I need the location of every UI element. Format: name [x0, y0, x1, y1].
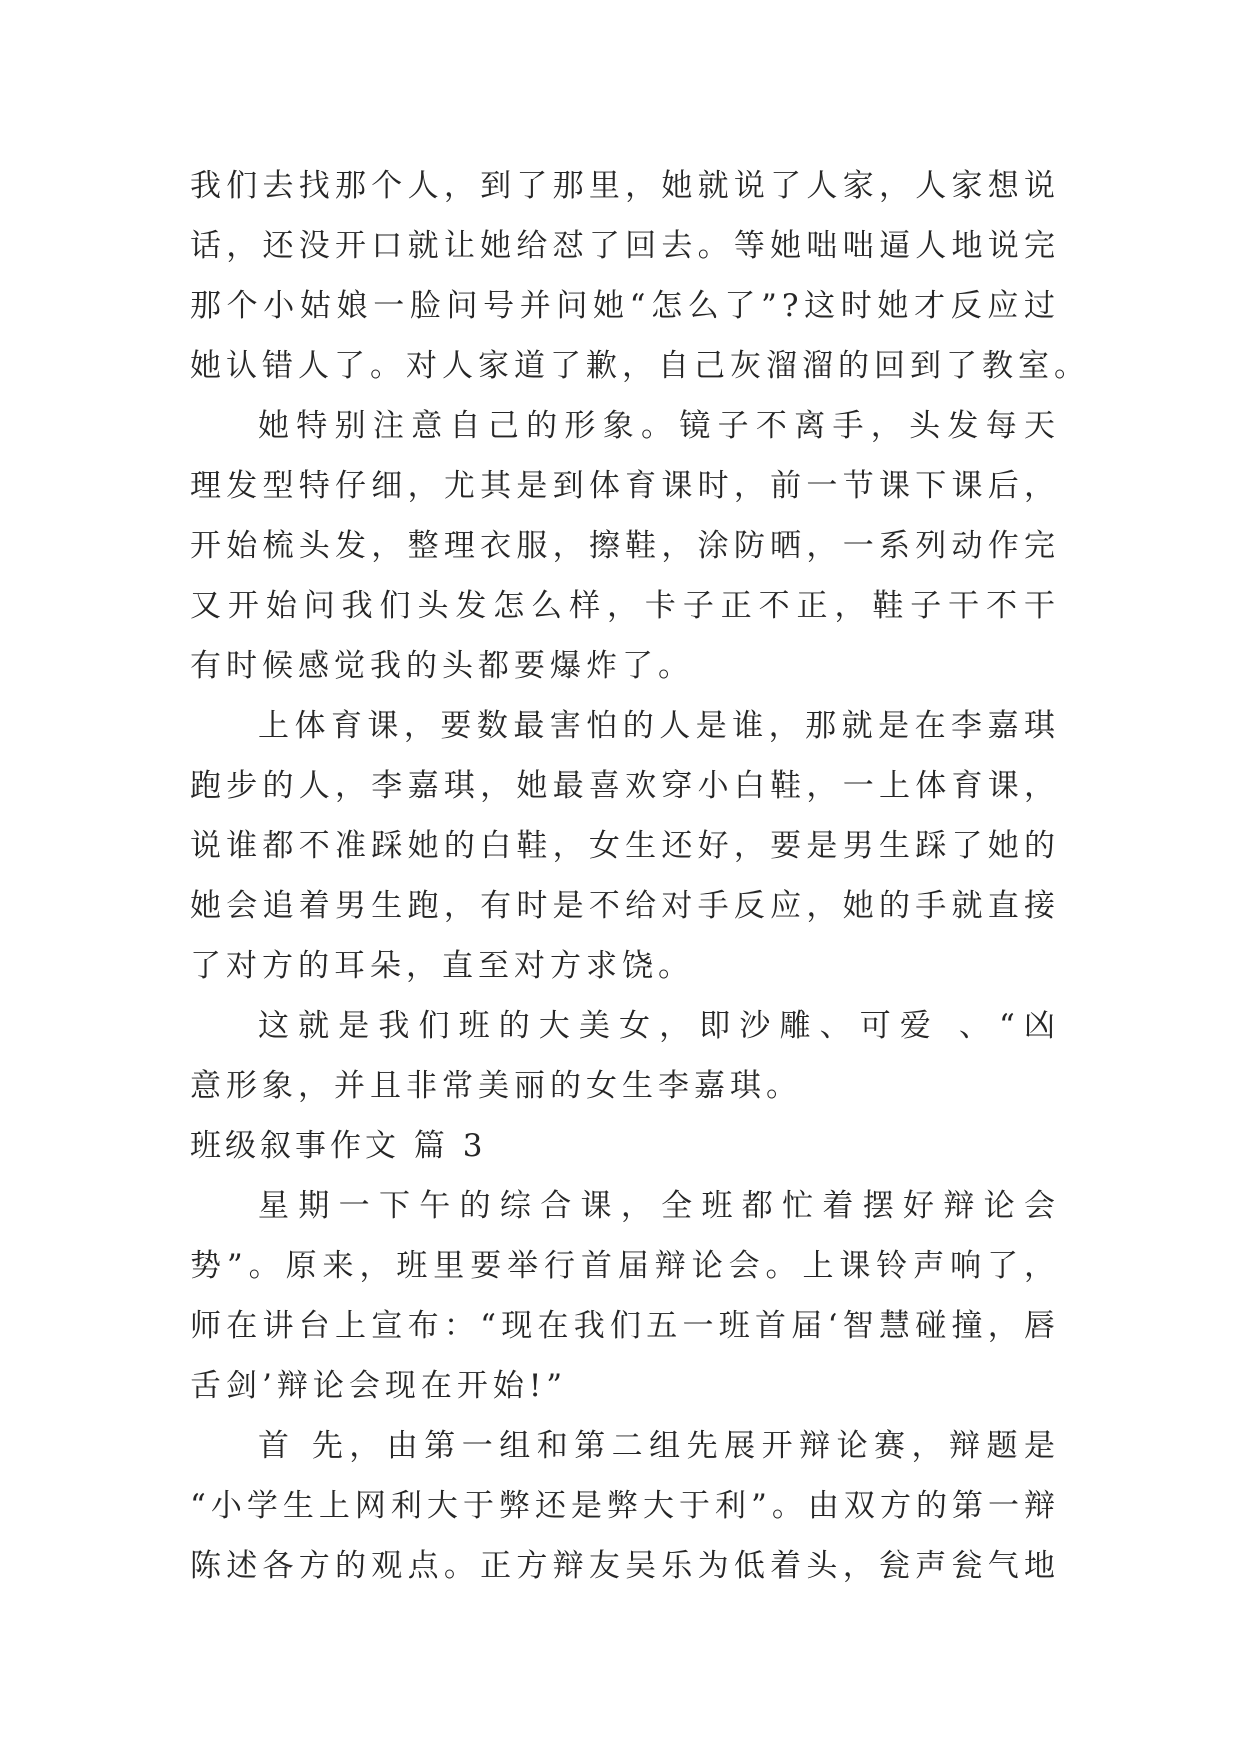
- text-line: 我们去找那个人，到了那里，她就说了人家，人家想说: [190, 168, 1060, 204]
- text-line: 势”。原来，班里要举行首届辩论会。上课铃声响了，: [190, 1248, 1060, 1284]
- text-line: 舌剑’辩论会现在开始!”: [190, 1368, 568, 1404]
- text-line: 开始梳头发，整理衣服，擦鞋，涂防晒，一系列动作完: [190, 528, 1060, 564]
- paragraph-first-line: 星期一下午的综合课，全班都忙着摆好辩论会: [258, 1188, 1060, 1224]
- text-line: 说谁都不准踩她的白鞋，女生还好，要是男生踩了她的: [190, 828, 1060, 864]
- text-line: 意形象，并且非常美丽的女生李嘉琪。: [190, 1068, 802, 1104]
- text-line: 跑步的人，李嘉琪，她最喜欢穿小白鞋，一上体育课，: [190, 768, 1060, 804]
- text-line: 又开始问我们头发怎么样，卡子正不正，鞋子干不干: [190, 588, 1060, 624]
- text-line: “小学生上网利大于弊还是弊大于利”。由双方的第一辩: [190, 1488, 1060, 1524]
- document-body: [190, 156, 1090, 1596]
- paragraph-first-line: 她特别注意自己的形象。镜子不离手，头发每天: [258, 408, 1060, 444]
- section-heading: 班级叙事作文 篇 3: [190, 1128, 487, 1164]
- text-line: 那个小姑娘一脸问号并问她“怎么了”?这时她才反应过: [190, 288, 1060, 324]
- text-line: 她会追着男生跑，有时是不给对手反应，她的手就直接: [190, 888, 1060, 924]
- text-line: 了对方的耳朵，直至对方求饶。: [190, 948, 694, 984]
- paragraph-first-line: 上体育课，要数最害怕的人是谁，那就是在李嘉琪: [258, 708, 1060, 744]
- text-line: 话，还没开口就让她给怼了回去。等她咄咄逼人地说完: [190, 228, 1060, 264]
- text-line: 她认错人了。对人家道了歉，自己灰溜溜的回到了教室。: [190, 348, 1090, 384]
- paragraph-first-line: 首 先，由第一组和第二组先展开辩论赛，辩题是: [258, 1428, 1060, 1464]
- text-line: 有时候感觉我的头都要爆炸了。: [190, 648, 694, 684]
- text-line: 陈述各方的观点。正方辩友吴乐为低着头，瓮声瓮气地: [190, 1548, 1060, 1584]
- text-line: 理发型特仔细，尤其是到体育课时，前一节课下课后，: [190, 468, 1060, 504]
- paragraph-first-line: 这就是我们班的大美女，即沙雕、可爱 、“凶: [258, 1008, 1060, 1044]
- text-line: 师在讲台上宣布：“现在我们五一班首届‘智慧碰撞，唇: [190, 1308, 1060, 1344]
